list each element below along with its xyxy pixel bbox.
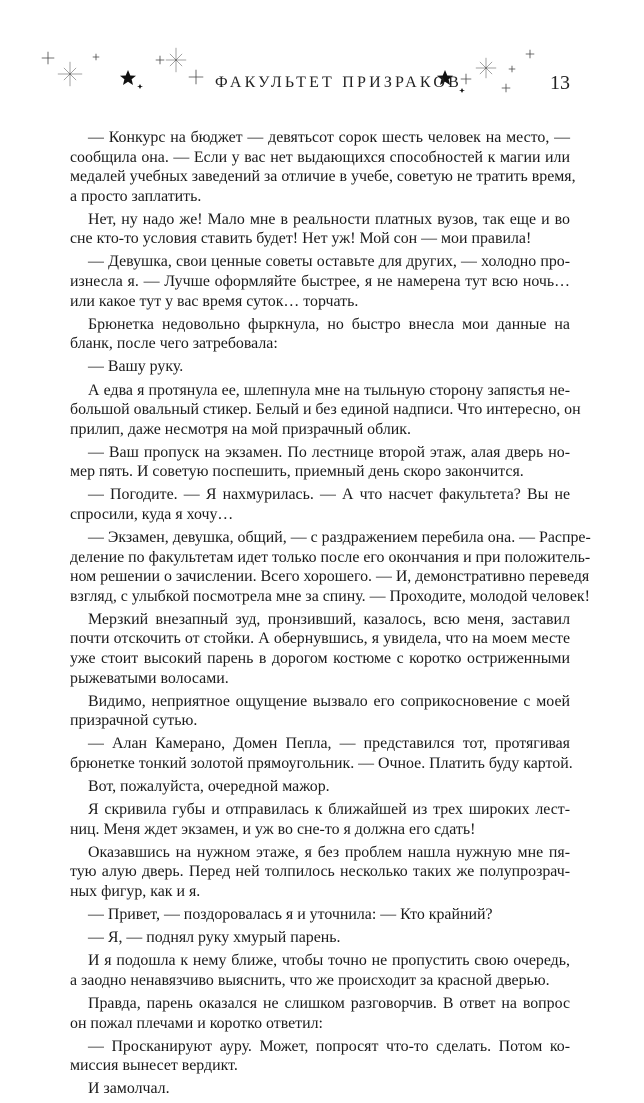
- text-line: Я скривила губы и отправилась к ближайшей из трех широких лест-: [88, 801, 570, 819]
- paragraph: [70, 692, 570, 731]
- paragraph: [70, 528, 591, 606]
- paragraph: [70, 951, 570, 990]
- text-line: тую алую дверь. Перед ней толпилось несколько таких же полупрозрач-: [70, 863, 570, 881]
- text-line: — Алан Камерано, Домен Пепла, — представился тот, протягивая: [88, 735, 570, 753]
- text-line: — Погодите. — Я нахмурилась. — А что насчет факультета? Вы не: [88, 486, 570, 504]
- text-line: а просто заплатить.: [70, 187, 202, 205]
- paragraph: [70, 357, 570, 377]
- text-line: — Я, — поднял руку хмурый парень.: [88, 929, 341, 947]
- paragraph: [70, 443, 570, 482]
- text-line: Оказавшись на нужном этаже, я без проблем нашла нужную мне пя-: [88, 843, 570, 861]
- text-line: — Просканируют ауру. Может, попросят что-то сделать. Потом ко-: [88, 1037, 570, 1055]
- text-line: — Девушка, свои ценные советы оставьте для других, — холодно про-: [88, 253, 570, 271]
- text-line: И я подошла к нему ближе, чтобы точно не пропустить свою очередь,: [88, 952, 570, 970]
- page-number: 13: [550, 72, 570, 94]
- paragraph: [70, 800, 570, 839]
- text-line: ном решении о зачислении. Всего хорошего. — И, демонстративно переведя: [70, 568, 590, 586]
- paragraph: [70, 610, 570, 688]
- text-line: Видимо, неприятное ощущение вызвало его соприкосновение с моей: [88, 692, 570, 710]
- text-line: большой овальный стикер. Белый и без единой надписи. Что интересно, он: [70, 401, 581, 419]
- text-line: ных фигур, как и я.: [70, 883, 201, 900]
- text-line: сне кто-то условия ставить будет! Нет уж! Мой сон — мои правила!: [70, 230, 532, 248]
- paragraph: [70, 843, 570, 902]
- paragraph: [70, 905, 570, 925]
- text-line: А едва я протянула ее, шлепнула мне на тыльную сторону запястья не-: [88, 381, 570, 399]
- text-line: медалей учебных заведений за отличие в учебе, советую не тратить время,: [70, 168, 576, 186]
- paragraph: [70, 315, 570, 354]
- text-line: изнесла я. — Лучше оформляйте быстрее, я не намерена тут всю ночь…: [70, 273, 570, 291]
- text-line: бланк, после чего затребовала:: [70, 335, 278, 353]
- text-line: взгляд, с улыбкой посмотрела мне за спину. — Проходите, молодой человек!: [70, 587, 590, 605]
- text-line: мер пять. И советую поспешить, приемный день скоро закончится.: [70, 463, 524, 481]
- text-line: сообщила она. — Если у вас нет выдающихся способностей к магии или: [70, 148, 570, 166]
- paragraph: [70, 734, 573, 773]
- page-header: [0, 44, 644, 114]
- text-line: — Привет, — поздоровалась я и уточнила: — Кто крайний?: [88, 906, 493, 924]
- text-line: или какое тут у вас время суток… торчать.: [70, 292, 359, 310]
- text-line: Нет, ну надо же! Мало мне в реальности платных вузов, так еще и во: [88, 210, 570, 228]
- running-title: ФАКУЛЬТЕТ ПРИЗРАКОВ: [215, 74, 462, 91]
- text-line: почти отскочить от стойки. А обернувшись, я увидела, что на моем месте: [70, 630, 570, 648]
- text-line: уже стоит высокий парень в дорогом костюме с коротко остриженными: [70, 650, 570, 668]
- text-line: он пожал плечами и коротко ответил:: [70, 1014, 323, 1032]
- text-line: спросили, куда я хочу…: [70, 506, 234, 523]
- text-line: рыжеватыми волосами.: [70, 669, 229, 687]
- text-line: — Вашу руку.: [88, 358, 184, 376]
- text-line: И замолчал.: [88, 1080, 170, 1098]
- text-line: — Экзамен, девушка, общий, — с раздражением перебила она. — Распре-: [88, 529, 591, 547]
- paragraph: [70, 777, 570, 797]
- text-line: миссия вынесет вердикт.: [70, 1057, 238, 1075]
- text-line: призрачной сутью.: [70, 712, 198, 730]
- paragraph: [70, 210, 570, 249]
- paragraph: [70, 485, 570, 524]
- text-line: деление по факультетам идет только после его окончания и при положитель-: [70, 548, 591, 566]
- paragraph: [70, 381, 581, 440]
- text-line: — Конкурс на бюджет — девятьсот сорок шесть человек на место, —: [88, 129, 570, 146]
- text-line: — Ваш пропуск на экзамен. По лестнице второй этаж, алая дверь но-: [88, 443, 570, 461]
- paragraph: [70, 1037, 570, 1076]
- text-line: Вот, пожалуйста, очередной мажор.: [88, 778, 330, 796]
- text-line: Правда, парень оказался не слишком разговорчив. В ответ на вопрос: [88, 995, 570, 1013]
- text-line: Брюнетка недовольно фыркнула, но быстро внесла мои данные на: [88, 315, 570, 333]
- text-line: прилип, даже несмотря на мой призрачный облик.: [70, 420, 411, 438]
- paragraph: [70, 1079, 570, 1099]
- text-line: ниц. Меня ждет экзамен, и уж во сне-то я должна его сдать!: [70, 820, 476, 838]
- paragraph: [70, 128, 576, 206]
- paragraph: [70, 252, 570, 311]
- text-line: а заодно ненавязчиво выяснить, что же происходит за красной дверью.: [70, 971, 550, 989]
- text-line: брюнетке тонкий золотой прямоугольник. — Очное. Платить буду картой.: [70, 754, 573, 772]
- body-text: [70, 128, 591, 1103]
- text-line: Мерзкий внезапный зуд, пронзивший, казалось, всю меня, заставил: [88, 610, 570, 628]
- paragraph: [70, 928, 570, 948]
